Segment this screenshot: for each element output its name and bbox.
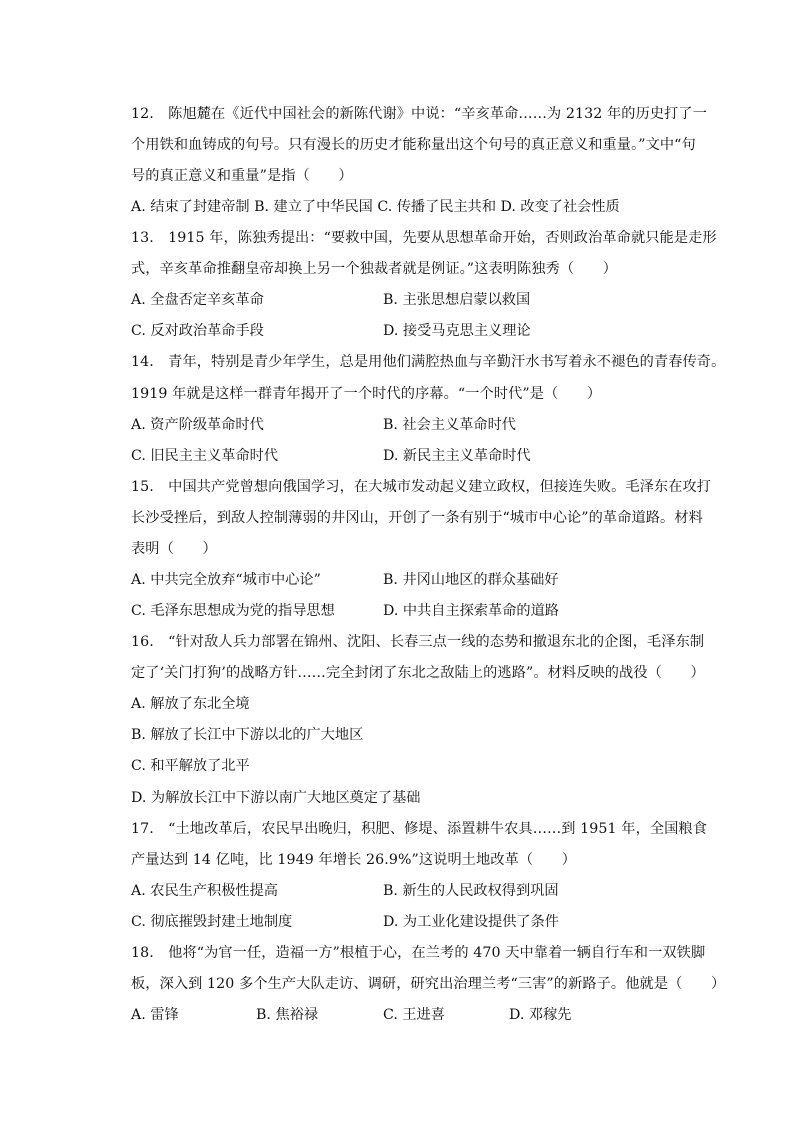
q17-stem-line-2: 产量达到 14 亿吨，比 1949 年增长 26.9%”这说明土地改革（ ）	[131, 852, 577, 868]
q17-option-b: B. 新生的人民政权得到巩固	[383, 883, 559, 899]
q12-options: A. 结束了封建帝制 B. 建立了中华民国 C. 传播了民主共和 D. 改变了社会性质	[131, 199, 620, 215]
q13-option-a: A. 全盘否定辛亥革命	[131, 292, 264, 308]
q12-stem-line-1: 12. 陈旭麓在《近代中国社会的新陈代谢》中说：“辛亥革命……为 2132 年的历史打了一	[131, 106, 708, 122]
q15-option-c: C. 毛泽东思想成为党的指导思想	[131, 603, 335, 619]
q18-stem-line-2: 板，深入到 120 多个生产大队走访、调研，研究出治理兰考“三害”的新路子。他就是（ ）	[131, 976, 726, 992]
q12-stem-line-2: 个用铁和血铸成的句号。只有漫长的历史才能称量出这个句号的真正意义和重量。”文中“句	[131, 137, 696, 153]
q16-option-d: D. 为解放长江中下游以南广大地区奠定了基础	[131, 790, 421, 806]
q17-option-a: A. 农民生产积极性提高	[131, 883, 278, 899]
q15-stem-line-2: 长沙受挫后，到敌人控制薄弱的井冈山，开创了一条有别于“城市中心论”的革命道路。材料	[131, 510, 703, 526]
q15-option-a: A. 中共完全放弃“城市中心论”	[131, 572, 321, 588]
q14-option-a: A. 资产阶级革命时代	[131, 417, 264, 433]
q13-stem-line-1: 13. 1915 年，陈独秀提出：“要救中国，先要从思想革命开始，否则政治革命就只能是走形	[131, 230, 717, 246]
q15-stem-line-3: 表明（ ）	[131, 541, 217, 557]
q16-option-b: B. 解放了长江中下游以北的广大地区	[131, 727, 364, 743]
q17-option-d: D. 为工业化建设提供了条件	[383, 914, 559, 930]
q14-option-d: D. 新民主主义革命时代	[383, 448, 531, 464]
q14-option-b: B. 社会主义革命时代	[383, 417, 516, 433]
q15-option-d: D. 中共自主探索革命的道路	[383, 603, 559, 619]
q16-option-c: C. 和平解放了北平	[131, 758, 250, 774]
q16-stem-line-1: 16. “针对敌人兵力部署在锦州、沈阳、长春三点一线的态势和撤退东北的企图，毛泽东制	[131, 634, 705, 650]
q16-option-a: A. 解放了东北全境	[131, 696, 250, 712]
q14-option-c: C. 旧民主主义革命时代	[131, 448, 279, 464]
q15-stem-line-1: 15. 中国共产党曾想向俄国学习，在大城市发动起义建立政权，但接连失败。毛泽东在攻打	[131, 479, 712, 495]
q13-option-c: C. 反对政治革命手段	[131, 323, 264, 339]
q18-option-b: B. 焦裕禄	[256, 1007, 319, 1023]
q14-stem-line-2: 1919 年就是这样一群青年揭开了一个时代的序幕。“一个时代”是（ ）	[131, 386, 602, 402]
q17-option-c: C. 彻底摧毁封建土地制度	[131, 914, 293, 930]
q14-stem-line-1: 14. 青年，特别是青少年学生，总是用他们满腔热血与辛勤汗水书写着永不褪色的青春传奇。	[131, 354, 726, 370]
q13-option-b: B. 主张思想启蒙以救国	[383, 292, 531, 308]
q18-option-a: A. 雷锋	[131, 1007, 179, 1023]
q17-stem-line-1: 17. “土地改革后，农民早出晚归，积肥、修堤、添置耕牛农具……到 1951 年，全国粮食	[131, 821, 708, 837]
q18-stem-line-1: 18. 他将“为官一任，造福一方”根植于心，在兰考的 470 天中靠着一辆自行车和一双铁脚	[131, 945, 706, 961]
q13-option-d: D. 接受马克思主义理论	[383, 323, 531, 339]
q18-option-c: C. 王进喜	[383, 1007, 445, 1023]
q16-stem-line-2: 定了‘关门打狗’的战略方针……完全封闭了东北之敌陆上的逃路”。材料反映的战役（ ）	[131, 665, 705, 681]
q15-option-b: B. 井冈山地区的群众基础好	[383, 572, 559, 588]
q13-stem-line-2: 式，辛亥革命推翻皇帝却换上另一个独裁者就是例证。”这表明陈独秀（ ）	[131, 261, 618, 277]
q12-stem-line-3: 号的真正意义和重量”是指（ ）	[131, 168, 353, 184]
q18-option-d: D. 邓稼先	[509, 1007, 572, 1023]
